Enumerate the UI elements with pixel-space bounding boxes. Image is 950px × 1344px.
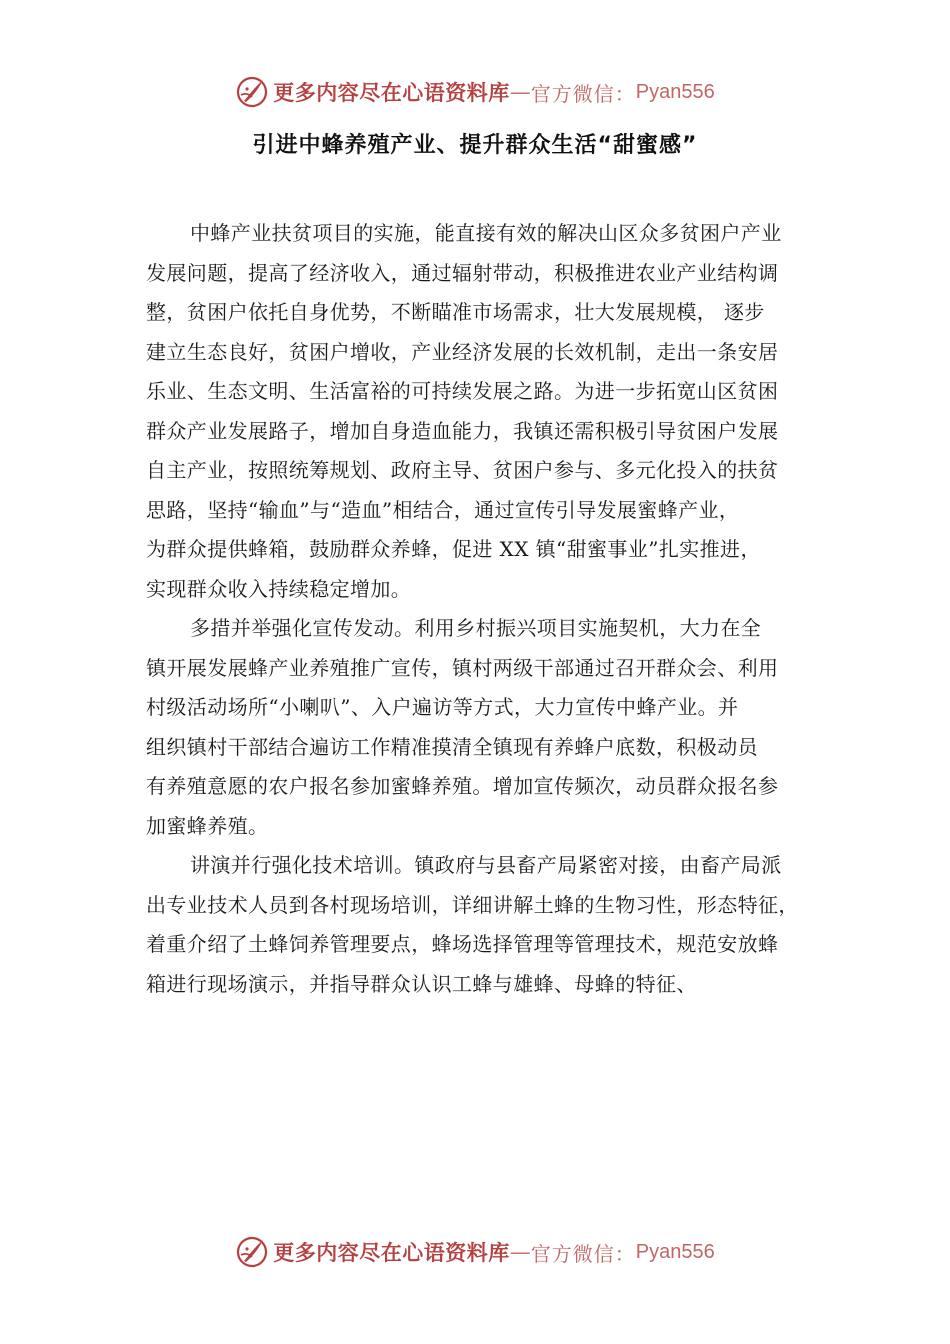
text-line: 有养殖意愿的农户报名参加蜜蜂养殖。增加宣传频次，动员群众报名参 <box>146 774 779 798</box>
text-line: 发展问题，提高了经济收入，通过辐射带动，积极推进农业产业结构调 <box>146 260 779 285</box>
watermark-dash: — <box>509 1240 531 1264</box>
watermark-dash: — <box>509 80 531 104</box>
text-line: 乐业、生态文明、生活富裕的可持续发展之路。为进一步拓宽山区贫困 <box>146 379 779 403</box>
text-line: 自主产业，按照统筹规划、政府主导、贫困户参与、多元化投入的扶贫 <box>146 458 779 482</box>
paragraph-3 <box>146 846 818 1004</box>
quill-logo-icon <box>235 1235 269 1269</box>
text-line: 思路，坚持“输血”与“造血”相结合，通过宣传引导发展蜜蜂产业， <box>146 497 740 522</box>
watermark-label: 官方微信： <box>530 81 636 106</box>
text-line: 村级活动场所“小喇叭”、入户遍访等方式，大力宣传中蜂产业。并 <box>146 695 739 719</box>
document-title: 引进中蜂养殖产业、提升群众生活“甜蜜感” <box>252 133 698 158</box>
watermark-text: 更多内容尽在心语资料库 <box>273 1241 510 1265</box>
text-line: 着重介绍了土蜂饲养管理要点，蜂场选择管理等管理技术，规范安放蜂 <box>146 932 779 956</box>
text-line: 讲演并行强化技术培训。镇政府与县畜产局紧密对接，由畜产局派 <box>190 853 782 877</box>
watermark-id: Pyan556 <box>635 1240 715 1263</box>
paragraph-2 <box>146 609 818 846</box>
watermark-label: 官方微信： <box>530 1241 636 1266</box>
text-line: 中蜂产业扶贫项目的实施，能直接有效的解决山区众多贫困户产业 <box>190 221 782 245</box>
text-line: 整，贫困户依托自身优势，不断瞄准市场需求，壮大发展规模， 逐步 <box>146 300 765 324</box>
header-watermark-banner <box>0 70 950 114</box>
footer-watermark-banner <box>0 1230 950 1274</box>
quill-logo-icon <box>235 75 269 109</box>
text-line: 出专业技术人员到各村现场培训，详细讲解土蜂的生物习性，形态特征， <box>146 892 799 917</box>
watermark-text: 更多内容尽在心语资料库 <box>273 81 510 105</box>
text-line: 镇开展发展蜂产业养殖推广宣传，镇村两级干部通过召开群众会、利用 <box>146 655 779 680</box>
text-line: 为群众提供蜂箱，鼓励群众养蜂，促进 XX 镇“甜蜜事业”扎实推进， <box>146 537 761 561</box>
text-line: 建立生态良好，贫困户增收，产业经济发展的长效机制，走出一条安居 <box>146 339 779 364</box>
watermark-id: Pyan556 <box>635 80 715 103</box>
document-body <box>146 214 818 1004</box>
text-line: 箱进行现场演示，并指导群众认识工蜂与雄蜂、母蜂的特征、 <box>146 971 697 996</box>
text-line: 实现群众收入持续稳定增加。 <box>146 576 412 601</box>
text-line: 加蜜蜂养殖。 <box>146 813 269 838</box>
paragraph-1 <box>146 214 818 609</box>
text-line: 多措并举强化宣传发动。利用乡村振兴项目实施契机，大力在全 <box>190 616 762 640</box>
text-line: 群众产业发展路子，增加自身造血能力，我镇还需积极引导贫困户发展 <box>146 418 779 443</box>
text-line: 组织镇村干部结合遍访工作精准摸清全镇现有养蜂户底数，积极动员 <box>146 734 758 759</box>
